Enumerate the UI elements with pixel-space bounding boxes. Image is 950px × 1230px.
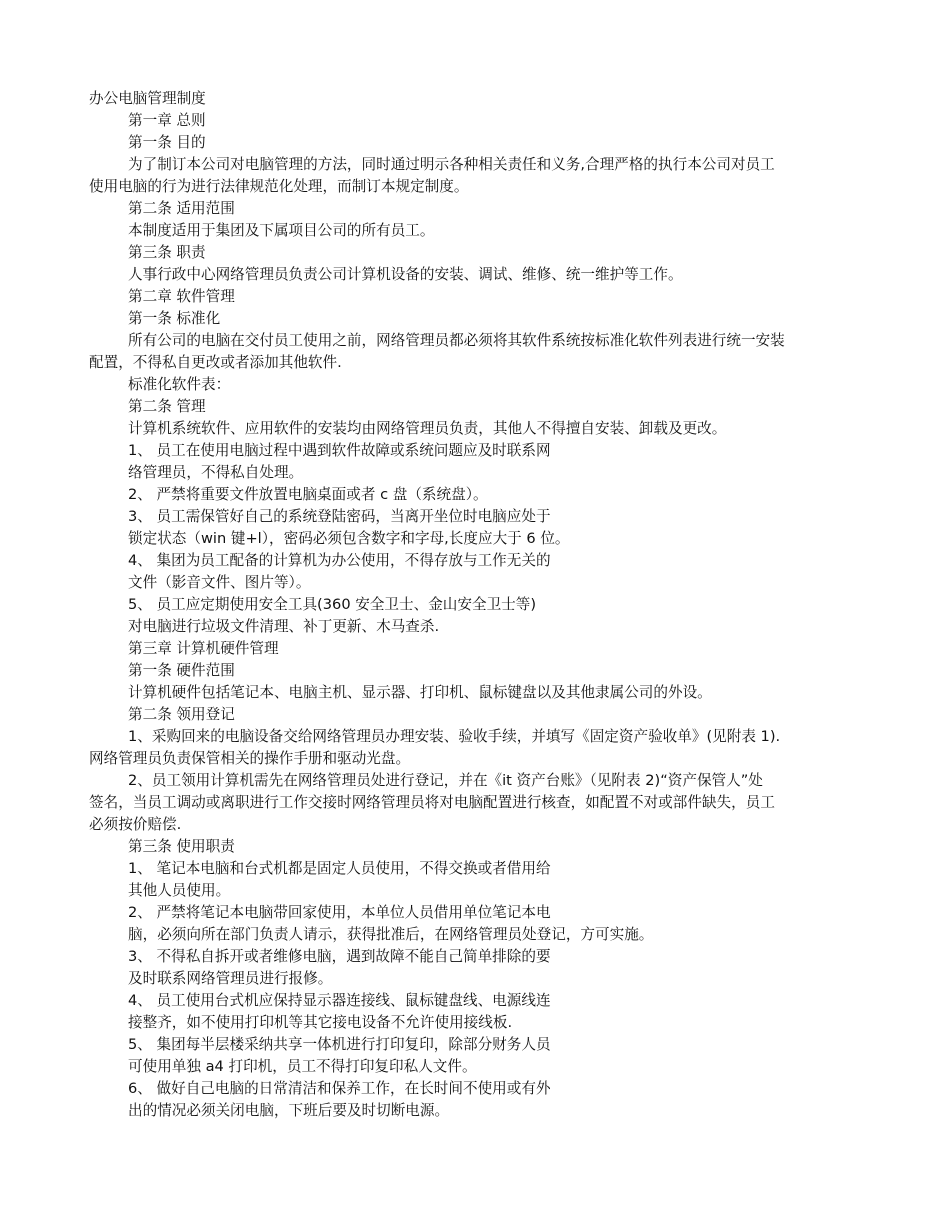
article-heading: 第一条 目的	[128, 134, 206, 151]
list-item-continuation: 对电脑进行垃圾文件清理、补丁更新、木马查杀.	[128, 618, 440, 635]
article-heading: 第三条 使用职责	[128, 838, 235, 855]
list-item: 1、 员工在使用电脑过程中遇到软件故障或系统问题应及时联系网	[128, 442, 551, 459]
list-item-continuation: 接整齐，如不使用打印机等其它接电设备不允许使用接线板.	[128, 1014, 513, 1031]
list-item-continuation: 脑，必须向所在部门负责人请示，获得批准后，在网络管理员处登记，方可实施。	[128, 926, 654, 943]
list-item: 6、 做好自己电脑的日常清洁和保养工作，在长时间不使用或有外	[128, 1080, 551, 1097]
paragraph-line: 人事行政中心网络管理员负责公司计算机设备的安装、调试、维修、统一维护等工作。	[128, 266, 683, 283]
list-item-continuation: 络管理员，不得私自处理。	[128, 464, 304, 481]
list-item-continuation: 锁定状态（win 键+l），密码必须包含数字和字母,长度应大于 6 位。	[128, 530, 570, 547]
paragraph-line: 签名，当员工调动或离职进行工作交接时网络管理员将对电脑配置进行核查，如配置不对或部件缺失，员工	[89, 794, 775, 811]
paragraph-line: 1、采购回来的电脑设备交给网络管理员办理安装、验收手续，并填写《固定资产验收单》(见附表 1).	[128, 728, 781, 745]
paragraph-line: 2、员工领用计算机需先在网络管理员处进行登记，并在《it 资产台账》（见附表 2)“资产保管人”处	[128, 772, 763, 789]
list-item-continuation: 其他人员使用。	[128, 882, 231, 899]
list-item: 3、 不得私自拆开或者维修电脑，遇到故障不能自己简单排除的要	[128, 948, 551, 965]
list-item: 4、 员工使用台式机应保持显示器连接线、鼠标键盘线、电源线连	[128, 992, 551, 1009]
paragraph-line: 标准化软件表：	[128, 376, 231, 393]
paragraph-line: 计算机硬件包括笔记本、电脑主机、显示器、打印机、鼠标键盘以及其他隶属公司的外设。	[128, 684, 712, 701]
paragraph-line: 所有公司的电脑在交付员工使用之前，网络管理员都必须将其软件系统按标准化软件列表进行统一安装	[128, 332, 785, 349]
list-item: 5、 集团每半层楼采纳共享一体机进行打印复印，除部分财务人员	[128, 1036, 551, 1053]
document-title: 办公电脑管理制度	[89, 90, 206, 107]
paragraph-line: 必须按价赔偿.	[89, 816, 182, 833]
paragraph-line: 为了制订本公司对电脑管理的方法，同时通过明示各种相关责任和义务,合理严格的执行本公司对员工	[128, 156, 775, 173]
chapter-heading: 第三章 计算机硬件管理	[128, 640, 279, 657]
article-heading: 第三条 职责	[128, 244, 206, 261]
article-heading: 第二条 领用登记	[128, 706, 235, 723]
list-item: 2、 严禁将笔记本电脑带回家使用，本单位人员借用单位笔记本电	[128, 904, 551, 921]
list-item: 3、 员工需保管好自己的系统登陆密码，当离开坐位时电脑应处于	[128, 508, 551, 525]
article-heading: 第一条 标准化	[128, 310, 221, 327]
paragraph-line: 使用电脑的行为进行法律规范化处理，而制订本规定制度。	[89, 178, 469, 195]
list-item-continuation: 及时联系网络管理员进行报修。	[128, 970, 333, 987]
article-heading: 第二条 适用范围	[128, 200, 235, 217]
list-item: 4、 集团为员工配备的计算机为办公使用，不得存放与工作无关的	[128, 552, 551, 569]
list-item: 2、 严禁将重要文件放置电脑桌面或者 c 盘（系统盘）。	[128, 486, 488, 503]
list-item-continuation: 文件（影音文件、图片等）。	[128, 574, 311, 591]
article-heading: 第一条 硬件范围	[128, 662, 235, 679]
paragraph-line: 计算机系统软件、应用软件的安装均由网络管理员负责，其他人不得擅自安装、卸载及更改。	[128, 420, 727, 437]
article-heading: 第二条 管理	[128, 398, 206, 415]
list-item-continuation: 出的情况必须关闭电脑，下班后要及时切断电源。	[128, 1102, 450, 1119]
list-item-continuation: 可使用单独 a4 打印机，员工不得打印复印私人文件。	[128, 1058, 477, 1075]
paragraph-line: 配置，不得私自更改或者添加其他软件.	[89, 354, 342, 371]
paragraph-line: 网络管理员负责保管相关的操作手册和驱动光盘。	[89, 750, 411, 767]
chapter-heading: 第一章 总则	[128, 112, 206, 129]
list-item: 1、 笔记本电脑和台式机都是固定人员使用，不得交换或者借用给	[128, 860, 551, 877]
list-item: 5、 员工应定期使用安全工具(360 安全卫士、金山安全卫士等)	[128, 596, 537, 613]
paragraph-line: 本制度适用于集团及下属项目公司的所有员工。	[128, 222, 435, 239]
chapter-heading: 第二章 软件管理	[128, 288, 235, 305]
